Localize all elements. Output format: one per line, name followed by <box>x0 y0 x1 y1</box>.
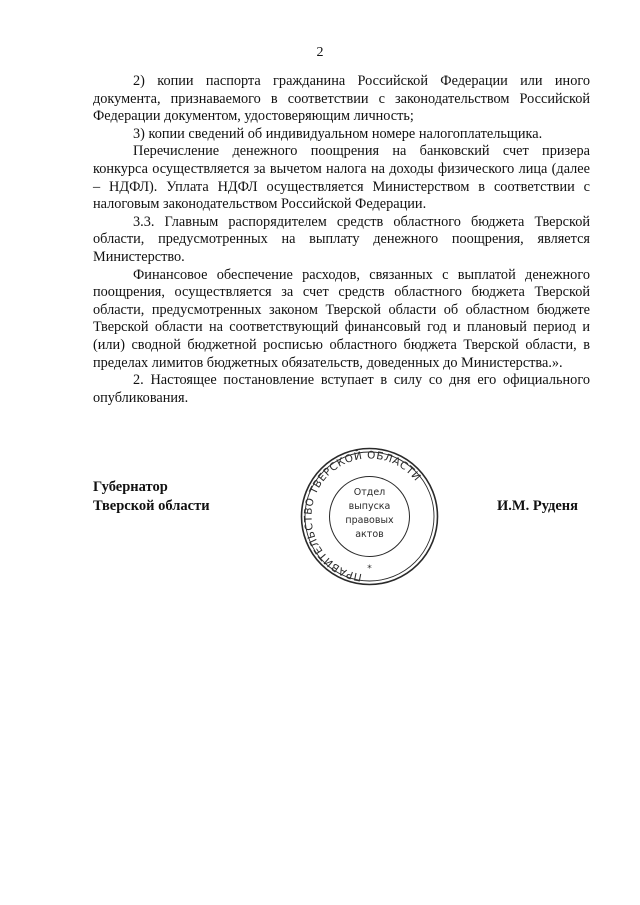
signatory-position-line2: Тверской области <box>93 498 210 514</box>
stamp-seal-icon <box>299 446 440 587</box>
signatory-position-line1: Губернатор <box>93 479 168 495</box>
stamp-star: * <box>367 564 372 574</box>
page-number: 2 <box>316 45 324 60</box>
paragraph-entry-into-force: 2. Настоящее постановление вступает в силу со дня его официального опубликования. <box>93 372 590 406</box>
paragraph-passport-copy: 2) копии паспорта гражданина Российской Федерации или иного документа, признаваемого в соответствии с законодательством Российской Федерации документом, удостоверяющим личность; <box>93 73 590 125</box>
signatory-name: И.М. Руденя <box>497 498 579 514</box>
signatory-position <box>93 478 210 516</box>
paragraph-tax-id-copy: 3) копии сведений об индивидуальном номере налогоплательщика. <box>133 125 543 142</box>
stamp-center-line1: Отдел <box>353 487 386 498</box>
stamp-ring-textpath: ПРАВИТЕЛЬСТВО ТВЕРСКОЙ ОБЛАСТИ <box>302 449 424 584</box>
stamp-center-line3: правовых <box>345 515 394 526</box>
stamp-center-line4: актов <box>355 529 384 540</box>
official-stamp <box>299 446 440 587</box>
stamp-center-line2: выпуска <box>348 501 391 512</box>
document-body <box>93 73 590 407</box>
paragraph-financial-support: Финансовое обеспечение расходов, связанных с выплатой денежного поощрения, осуществляется за счет средств областного бюджета Тверской области, предусмотренных законом Тверской области об областном бюджете Тверской области на соответствующий финансовый год и плановый период и (или) сводной бюджетной росписью областного бюджета Тверской области, в пределах лимитов бюджетных обязательств, доведенных до Министерства.». <box>93 266 590 371</box>
paragraph-payment-transfer: Перечисление денежного поощрения на банковский счет призера конкурса осуществляется за вычетом налога на доходы физического лица (далее – НДФЛ). Уплата НДФЛ осуществляется Министерством в соответствии с налоговым законодательством Российской Федерации. <box>93 143 590 213</box>
paragraph-budget-manager: 3.3. Главным распорядителем средств областного бюджета Тверской области, предусмотренных на выплату денежного поощрения, является Министерство. <box>93 213 590 265</box>
